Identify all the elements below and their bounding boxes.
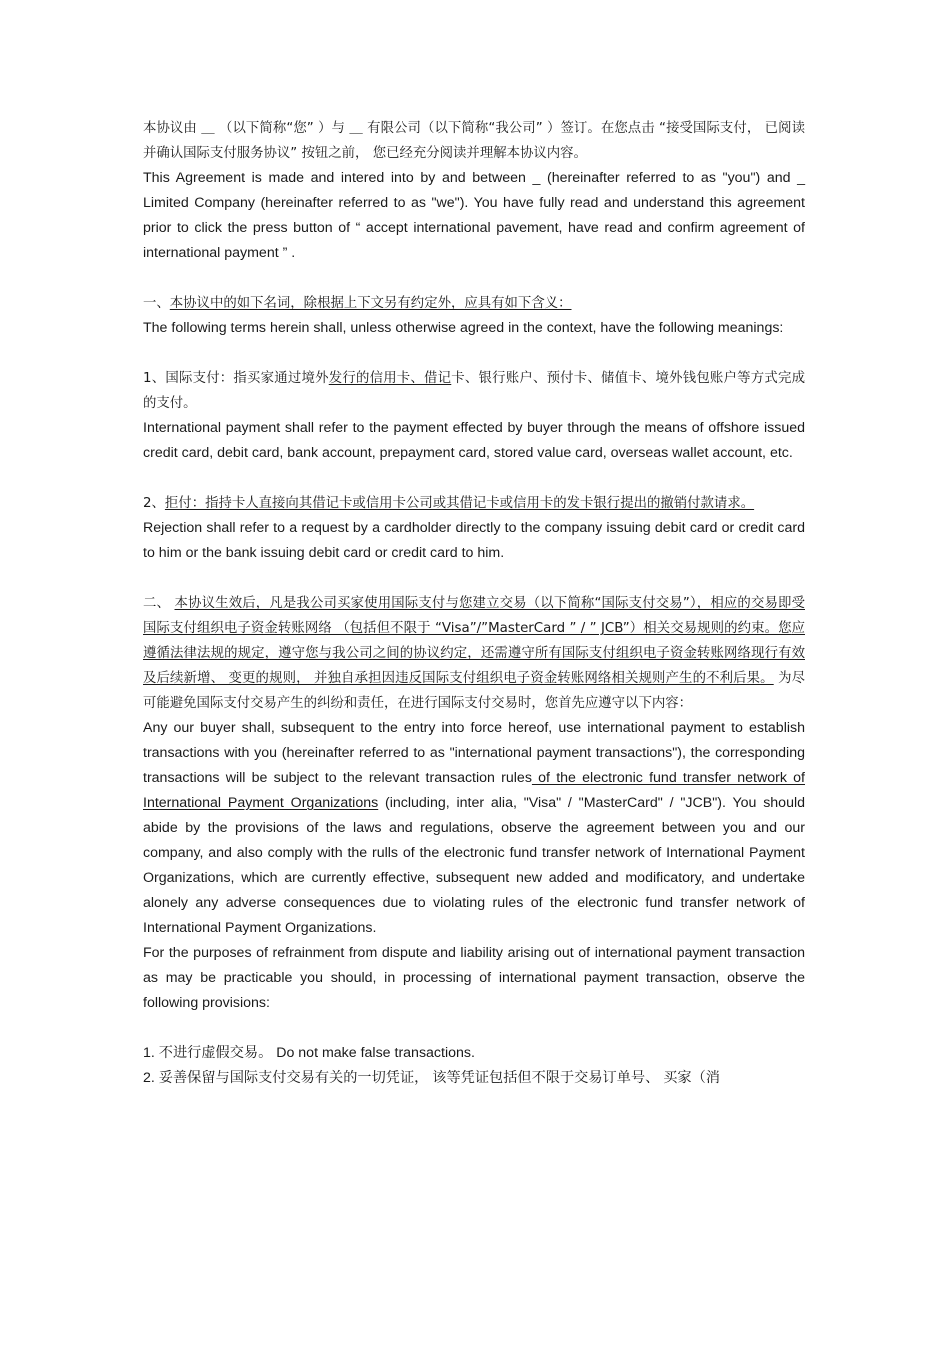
section2-en-part-c: (including, inter alia, "Visa" / "MasterCard" / "JCB"). You should abide by the provisions of the laws and regulations, observe the agreement between you and our company, and also comply with the rulls of the electronic fund transfer network of International Payment Organizations, which are currently effective, subsequent new added and modificatory, and undertake alonely any adverse consequences due to violating rules of the electronic fund transfer network of International Payment Organizations. [143,795,805,936]
section2-zh-part-c: 为尽可能避免国际支付交易产生的纠纷和责任，在进行国际支付交易时，您首先应遵守以下内容： [143,671,805,711]
section2-en-purpose: For the purposes of refrainment from dispute and liability arising out of international payment transaction as may be practicable you should, in processing of international payment transaction, observe the following provisions: [143,945,805,1011]
term2-zh-text: 拒付：指持卡人直接向其借记卡或信用卡公司或其借记卡或信用卡的发卡银行提出的撤销付款请求。 [164,496,755,511]
term2-en: Rejection shall refer to a request by a cardholder directly to the company issuing debit card or credit card to him or the bank issuing debit card or credit card to him. [143,520,805,561]
term1-zh-part-c: 卡、银行账户、预付卡、储值卡、境外钱包账户等方式完成的支付。 [143,371,806,411]
term1-zh-part-b: 发行的信用卡、借记 [328,371,452,386]
intro-en: This Agreement is made and intered into by and between _ (hereinafter referred to as "you") and _ Limited Company (hereinafter referred to as "we"). You have fully read and understand this agreement prior to click the press button of “ accept international pavement, have read and confirm agreement of international payment ” . [143,170,805,261]
provision-1: 1. 不进行虚假交易。 Do not make false transactions. [143,1045,475,1061]
section2-en-part-a: Any our buyer shall, subsequent to the entry into force hereof, use international payment to establish transactions with you (hereinafter referred to as "international payment transactions"), the corresponding transactions will be subject to the relevant transaction rules [143,720,805,786]
section2-number: 二、 [143,596,171,611]
section1-heading-zh [143,291,805,316]
term2-number: 2、 [143,496,165,511]
section2-zh-part-b: 应遵循法律法规的规定，遵守您与我公司之间的协议约定，还需遵守所有国际支付组织电子资金转账网络现行有效及后续新增、 变更的规则， 并独自承担因违反国际支付组织电子资金转账网络相关规则产生的不利后果。 [143,621,805,686]
section2-en [143,716,805,941]
term2-zh [143,491,805,516]
term1-zh-part-a: 1、国际支付：指买家通过境外 [143,371,329,386]
section1-heading-text: 本协议中的如下名词，除根据上下文另有约定外，应具有如下含义： [169,296,572,311]
section1-heading-en: The following terms herein shall, unless otherwise agreed in the context, have the following meanings: [143,320,784,336]
section2-en-part-b: of the electronic fund transfer network of International Payment Organizations [143,770,805,811]
term1-en: International payment shall refer to the payment effected by buyer through the means of offshore issued credit card, debit card, bank account, prepayment card, stored value card, overseas wallet account, etc. [143,420,805,461]
section1-number: 一、 [143,296,170,311]
agreement-page [143,116,805,1091]
intro-zh: 本协议由 ＿ （以下简称“您” ）与 ＿ 有限公司（以下简称“我公司” ）签订。在您点击 “接受国际支付， 已阅读并确认国际支付服务协议” 按钮之前， 您已经充分阅读并理解本协议内容。 [143,121,805,161]
section2-zh [143,591,805,716]
section2-zh-part-a: 本协议生效后，凡是我公司买家使用国际支付与您建立交易（以下简称“国际支付交易”），相应的交易即受国际支付组织电子资金转账网络 （包括但不限于 “Visa”/”MasterCard ” / ” JCB”）相关交易规则的约束。您 [143,596,805,636]
provision-2: 2. 妥善保留与国际支付交易有关的一切凭证， 该等凭证包括但不限于交易订单号、 买家（消 [143,1070,720,1086]
term1-zh [143,366,805,416]
